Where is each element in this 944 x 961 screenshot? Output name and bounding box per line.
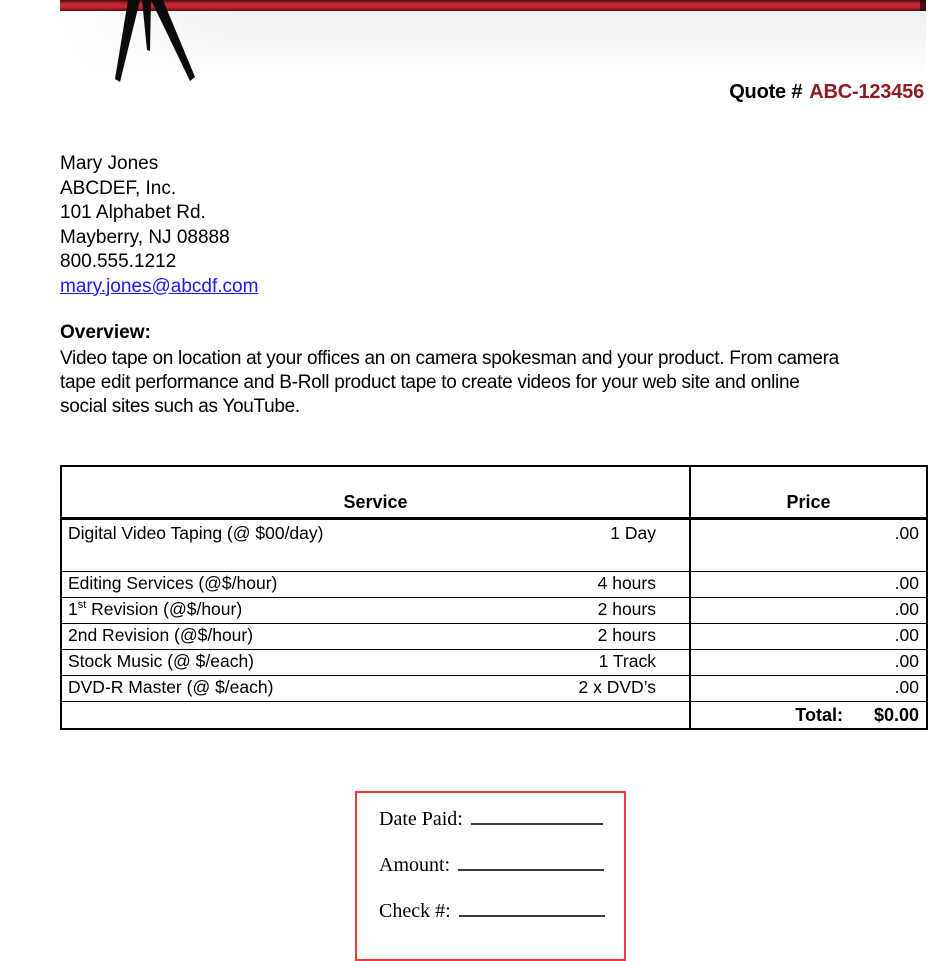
service-name: Digital Video Taping (@ $00/day) — [68, 523, 324, 543]
ordinal-suffix: st — [77, 599, 87, 612]
quote-label: Quote # — [729, 81, 803, 103]
check-number-label: Check #: — [379, 900, 451, 922]
service-price: .00 — [690, 650, 927, 676]
table-row — [61, 624, 927, 650]
service-price: .00 — [690, 519, 927, 572]
contact-name: Mary Jones — [60, 153, 159, 174]
total-row — [61, 702, 927, 730]
overview-heading: Overview: — [60, 322, 151, 343]
service-name: 1st Revision (@$/hour) — [68, 599, 243, 619]
quote-line — [729, 81, 924, 104]
col-header-service: Service — [61, 466, 690, 519]
service-price: .00 — [690, 624, 927, 650]
table-row — [61, 650, 927, 676]
contact-phone: 800.555.1212 — [60, 251, 177, 272]
overview-text-line: Video tape on location at your offices an on camera spokesman and your product. From camera — [60, 348, 839, 369]
date-paid-row — [379, 808, 624, 830]
table-row — [61, 519, 927, 572]
service-name: DVD-R Master (@ $/each) — [68, 677, 274, 697]
table-row — [61, 598, 927, 624]
service-qty: 2 hours — [597, 599, 656, 619]
service-name: Stock Music (@ $/each) — [68, 651, 255, 671]
contact-street: 101 Alphabet Rd. — [60, 202, 206, 223]
check-number-row — [379, 900, 624, 922]
quote-table — [60, 465, 928, 730]
service-qty: 2 x DVD’s — [578, 677, 656, 697]
overview-text-line: tape edit performance and B-Roll product tape to create videos for your web site and online — [60, 372, 800, 393]
service-price: .00 — [690, 598, 927, 624]
total-label: Total: — [795, 704, 843, 725]
contact-city: Mayberry, NJ 08888 — [60, 226, 230, 248]
payment-box — [355, 791, 626, 961]
total-value: $0.00 — [873, 704, 919, 725]
amount-label: Amount: — [379, 854, 451, 876]
service-qty: 4 hours — [597, 573, 656, 593]
service-qty: 1 Track — [598, 651, 656, 671]
contact-block — [60, 152, 258, 299]
col-header-price: Price — [690, 466, 927, 519]
date-paid-blank — [471, 808, 603, 825]
total-row-spacer — [61, 702, 690, 730]
table-row — [61, 676, 927, 702]
date-paid-label: Date Paid: — [379, 808, 463, 830]
service-qty: 1 Day — [610, 523, 656, 543]
quote-number: ABC-123456 — [809, 81, 924, 103]
table-header-row — [61, 466, 927, 519]
contact-company: ABCDEF, Inc. — [60, 177, 177, 199]
service-price: .00 — [690, 676, 927, 702]
check-number-blank — [459, 900, 605, 917]
service-qty: 2 hours — [597, 625, 656, 645]
amount-blank — [458, 854, 604, 871]
service-price: .00 — [690, 572, 927, 598]
service-name: 2nd Revision (@$/hour) — [68, 625, 254, 645]
email-link[interactable]: mary.jones@abcdf.com — [60, 275, 259, 297]
amount-row — [379, 854, 624, 876]
tripod-logo-icon — [100, 0, 210, 86]
table-row — [61, 572, 927, 598]
service-name: Editing Services (@$/hour) — [68, 573, 278, 593]
overview-section — [60, 321, 839, 419]
overview-text-line: social sites such as YouTube. — [60, 396, 300, 417]
